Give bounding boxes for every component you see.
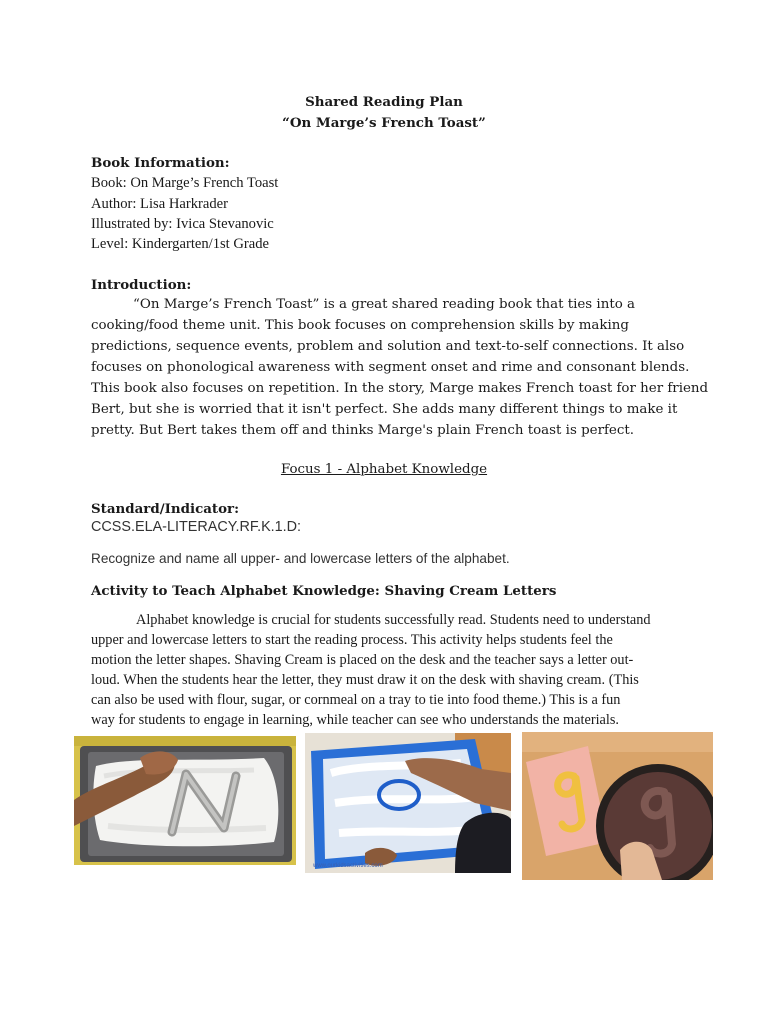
introduction-line: “On Marge’s French Toast” is a great shared reading book that ties into a xyxy=(133,297,636,312)
shaving-cream-tray-photo xyxy=(305,733,511,873)
activity-paragraph xyxy=(91,612,651,732)
svg-text:www.ourkidsactivities.com: www.ourkidsactivities.com xyxy=(313,863,383,869)
activity-heading: Activity to Teach Alphabet Knowledge: Shaving Cream Letters xyxy=(91,583,557,599)
standard-code: CCSS.ELA-LITERACY.RF.K.1.D: xyxy=(91,519,302,535)
page-title: Shared Reading Plan xyxy=(305,94,463,110)
illustrator-line: Illustrated by: Ivica Stevanovic xyxy=(91,216,274,232)
book-title-line: Book: On Marge’s French Toast xyxy=(91,175,279,191)
introduction-line: Bert, but she is worried that it isn't perfect. She adds many different things to make it xyxy=(91,402,678,417)
activity-line: way for students to engage in learning, while teacher can see who understands the materials. xyxy=(91,712,620,728)
introduction-line: focuses on phonological awareness with segment onset and rime and consonant blends. xyxy=(91,360,690,375)
book-info-heading: Book Information: xyxy=(91,155,230,171)
activity-line: Alphabet knowledge is crucial for students successfully read. Students need to understand xyxy=(136,612,651,628)
shaving-cream-letter-n-photo xyxy=(74,736,296,865)
activity-line: can also be used with flour, sugar, or cornmeal on a tray to tie into food theme.) This is a fun xyxy=(91,692,621,708)
introduction-paragraph xyxy=(91,297,708,444)
introduction-line: cooking/food theme unit. This book focuses on comprehension skills by making xyxy=(91,318,629,333)
author-line: Author: Lisa Harkrader xyxy=(91,196,228,212)
sand-tray-letter-g-photo xyxy=(522,732,713,880)
activity-line: upper and lowercase letters to start the reading process. This activity helps students feel the xyxy=(91,632,613,648)
introduction-heading: Introduction: xyxy=(91,277,192,293)
introduction-line: pretty. But Bert takes them off and thinks Marge's plain French toast is perfect. xyxy=(91,423,634,438)
standard-heading: Standard/Indicator: xyxy=(91,501,240,517)
activity-line: loud. When the students hear the letter, they must draw it on the desk with shaving cream. (This xyxy=(91,672,639,688)
standard-text: Recognize and name all upper- and lowercase letters of the alphabet. xyxy=(91,551,510,566)
activity-line: motion the letter shapes. Shaving Cream is placed on the desk and the teacher says a letter out- xyxy=(91,652,634,668)
introduction-line: This book also focuses on repetition. In the story, Marge makes French toast for her friend xyxy=(91,381,709,396)
level-line: Level: Kindergarten/1st Grade xyxy=(91,236,270,252)
focus-title: Focus 1 - Alphabet Knowledge xyxy=(280,462,488,477)
introduction-line: predictions, sequence events, problem and solution and text-to-self connections. It also xyxy=(91,339,685,354)
page-subtitle: “On Marge’s French Toast” xyxy=(282,115,486,131)
